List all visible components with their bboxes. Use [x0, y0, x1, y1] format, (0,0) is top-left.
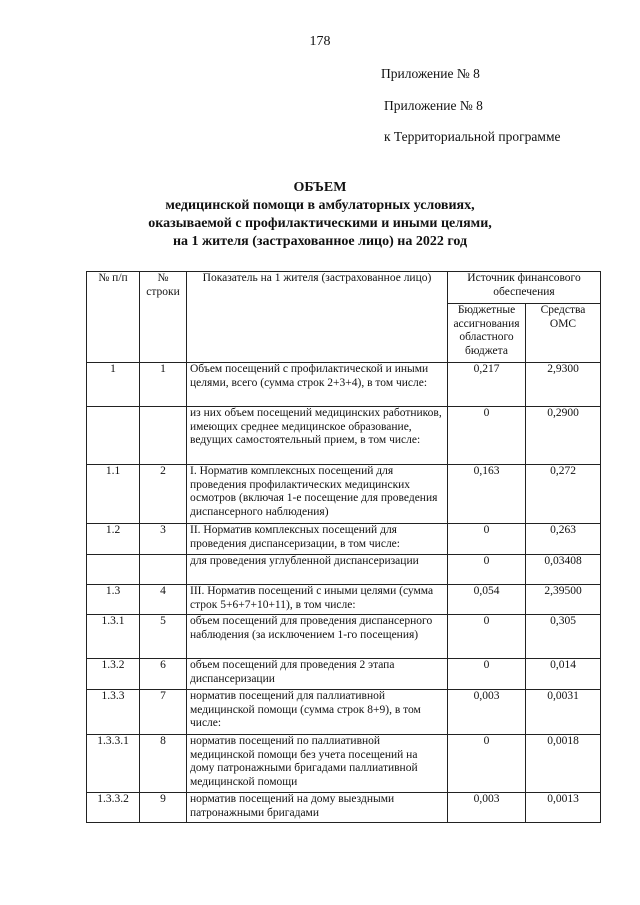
- header-indicator: Показатель на 1 жителя (застрахованное лицо): [187, 272, 448, 363]
- row-line: 9: [140, 793, 187, 823]
- row-budget: 0: [448, 615, 526, 659]
- row-line: 5: [140, 615, 187, 659]
- row-oms: 0,263: [526, 524, 601, 555]
- row-oms: 2,39500: [526, 585, 601, 615]
- row-budget: 0,217: [448, 363, 526, 407]
- row-num: 1.3.3.2: [87, 793, 140, 823]
- row-indicator: норматив посещений по паллиативной медицинской помощи без учета посещений на дому патронажными бригадами паллиативной медицинской помощи: [187, 735, 448, 793]
- table-row: [87, 659, 601, 690]
- row-oms: 2,9300: [526, 363, 601, 407]
- header-oms: Средства ОМС: [526, 304, 601, 363]
- table-row: [87, 690, 601, 735]
- document-title: [0, 179, 640, 251]
- row-oms: 0,03408: [526, 555, 601, 585]
- row-line: [140, 407, 187, 465]
- row-indicator: норматив посещений для паллиативной медицинской помощи (сумма строк 8+9), в том числе:: [187, 690, 448, 735]
- row-budget: 0: [448, 407, 526, 465]
- row-line: 6: [140, 659, 187, 690]
- header-num: № п/п: [87, 272, 140, 363]
- table-row: [87, 363, 601, 407]
- row-oms: 0,0013: [526, 793, 601, 823]
- row-budget: 0: [448, 555, 526, 585]
- row-line: 1: [140, 363, 187, 407]
- row-num: [87, 407, 140, 465]
- row-indicator: I. Норматив комплексных посещений для проведения профилактических медицинских осмотров (включая 1-е посещение для проведения диспансерного наблюдения): [187, 465, 448, 524]
- row-line: 8: [140, 735, 187, 793]
- table-row: [87, 793, 601, 823]
- table-row: [87, 407, 601, 465]
- row-num: [87, 555, 140, 585]
- row-indicator: III. Норматив посещений с иными целями (сумма строк 5+6+7+10+11), в том числе:: [187, 585, 448, 615]
- row-budget: 0: [448, 659, 526, 690]
- row-budget: 0,003: [448, 690, 526, 735]
- row-num: 1.3: [87, 585, 140, 615]
- row-indicator: для проведения углубленной диспансеризации: [187, 555, 448, 585]
- row-indicator: объем посещений для проведения 2 этапа диспансеризации: [187, 659, 448, 690]
- title-line: на 1 жителя (застрахованное лицо) на 2022 год: [172, 234, 468, 249]
- row-indicator: норматив посещений на дому выездными патронажными бригадами: [187, 793, 448, 823]
- table-row: [87, 585, 601, 615]
- row-oms: 0,0031: [526, 690, 601, 735]
- table-row: [87, 735, 601, 793]
- row-num: 1.3.1: [87, 615, 140, 659]
- table-row: [87, 555, 601, 585]
- row-oms: 0,0018: [526, 735, 601, 793]
- page-number: 178: [309, 34, 331, 49]
- row-oms: 0,2900: [526, 407, 601, 465]
- table-row: [87, 524, 601, 555]
- appendix-label-repeat: Приложение № 8: [384, 98, 483, 113]
- header-source: Источник финансового обеспечения: [448, 272, 601, 304]
- volume-table: [86, 271, 601, 823]
- table-row: [87, 615, 601, 659]
- title-line: медицинской помощи в амбулаторных условиях,: [165, 198, 475, 213]
- header-budget: Бюджетные ассигнования областного бюджета: [448, 304, 526, 363]
- row-line: 4: [140, 585, 187, 615]
- appendix-program-ref: к Территориальной программе: [384, 129, 561, 144]
- row-budget: 0,163: [448, 465, 526, 524]
- row-indicator: объем посещений для проведения диспансерного наблюдения (за исключением 1-го посещения): [187, 615, 448, 659]
- row-num: 1.2: [87, 524, 140, 555]
- row-num: 1.1: [87, 465, 140, 524]
- row-line: 2: [140, 465, 187, 524]
- row-budget: 0,054: [448, 585, 526, 615]
- row-indicator: из них объем посещений медицинских работников, имеющих среднее медицинское образование, ведущих самостоятельный прием, в том числе:: [187, 407, 448, 465]
- table-row: [87, 465, 601, 524]
- header-line: № строки: [140, 272, 187, 363]
- row-budget: 0: [448, 735, 526, 793]
- row-line: [140, 555, 187, 585]
- row-oms: 0,305: [526, 615, 601, 659]
- row-num: 1.3.2: [87, 659, 140, 690]
- row-line: 3: [140, 524, 187, 555]
- title-line: оказываемой с профилактическими и иными целями,: [148, 216, 492, 231]
- row-budget: 0,003: [448, 793, 526, 823]
- row-oms: 0,014: [526, 659, 601, 690]
- row-line: 7: [140, 690, 187, 735]
- row-indicator: Объем посещений с профилактической и иными целями, всего (сумма строк 2+3+4), в том числе:: [187, 363, 448, 407]
- title-line: ОБЪЕМ: [293, 180, 347, 195]
- row-num: 1.3.3.1: [87, 735, 140, 793]
- row-oms: 0,272: [526, 465, 601, 524]
- row-budget: 0: [448, 524, 526, 555]
- row-num: 1.3.3: [87, 690, 140, 735]
- row-num: 1: [87, 363, 140, 407]
- row-indicator: II. Норматив комплексных посещений для проведения диспансеризации, в том числе:: [187, 524, 448, 555]
- appendix-label: Приложение № 8: [381, 66, 480, 81]
